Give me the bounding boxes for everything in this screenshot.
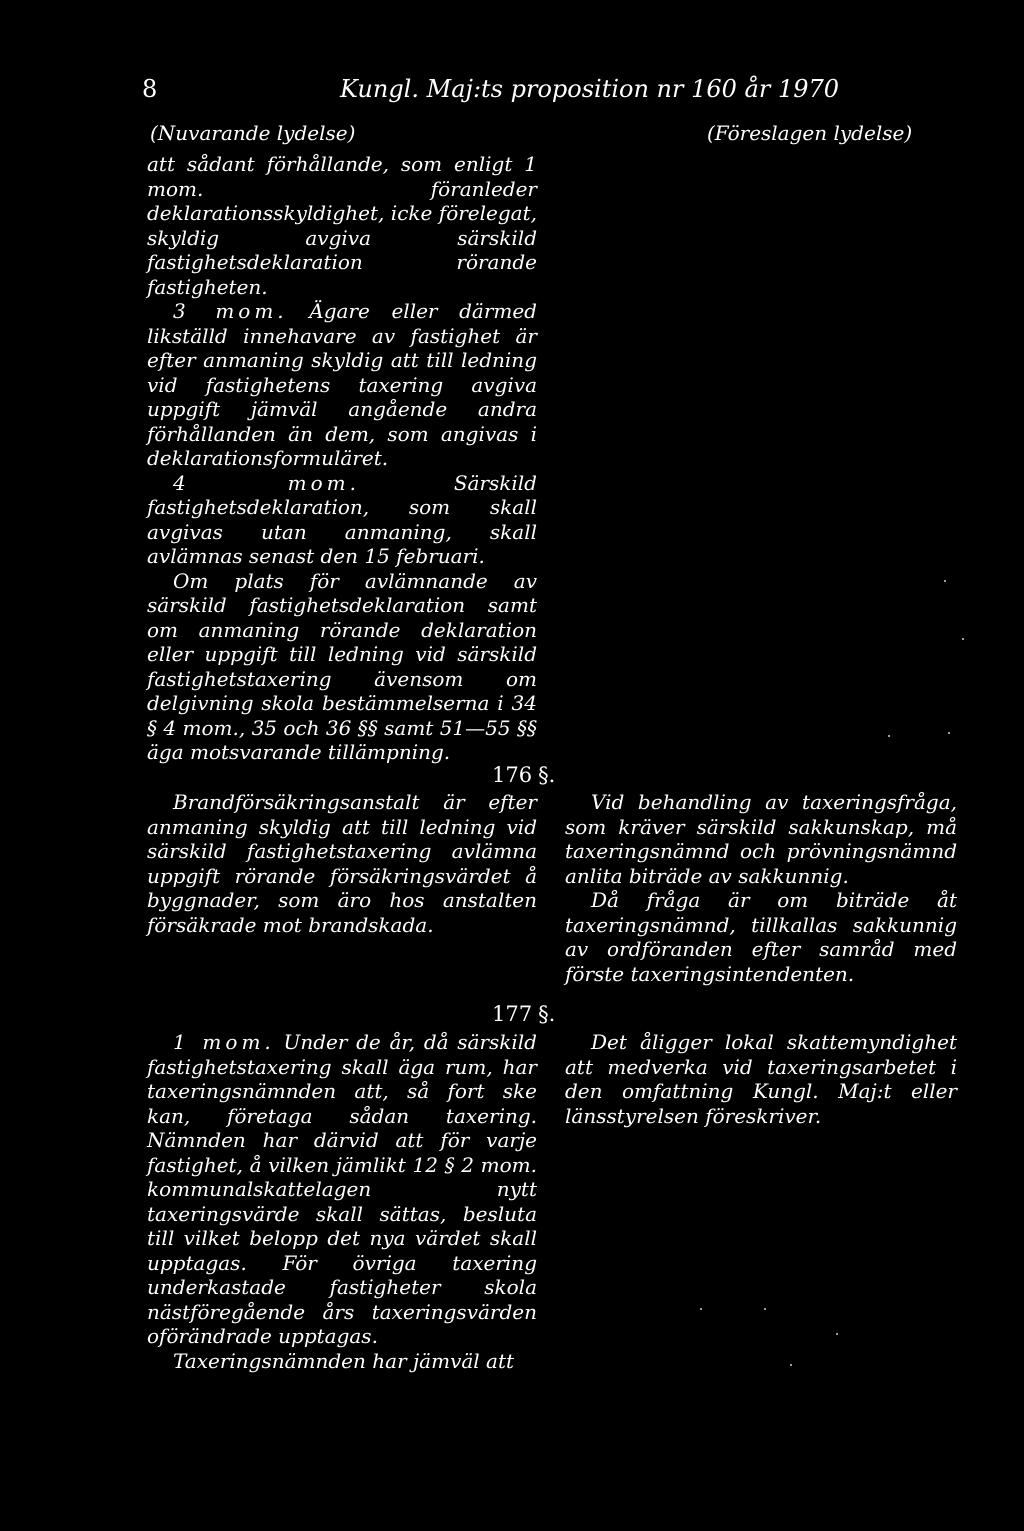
mom-label: 1 mom. xyxy=(173,1030,275,1054)
section-177-proposed-text xyxy=(565,1030,957,1128)
paragraph-continues: Taxeringsnämnden har jämväl att xyxy=(173,1348,515,1373)
scan-speck xyxy=(836,1333,838,1335)
scan-speck xyxy=(790,1364,792,1366)
scan-speck xyxy=(944,580,946,582)
section-176-proposed-text xyxy=(565,790,957,986)
scan-speck xyxy=(962,638,964,640)
paragraph-expert-assistance: Vid behandling av taxeringsfråga, som kräver särskild sakkunskap, må taxeringsnämnd och prövningsnämnd anlita biträde av sakkunnig. xyxy=(565,790,957,888)
section-175-current-text xyxy=(147,152,537,765)
section-number-176 xyxy=(492,762,555,788)
section-number: 177 xyxy=(492,1002,533,1026)
paragraph-appointment: Då fråga är om biträde åt taxeringsnämnd, tillkallas sakkunnig av ordföranden efter samråd med förste taxeringsintendenten. xyxy=(565,888,957,986)
section-number-177 xyxy=(492,1001,555,1027)
page-number: 8 xyxy=(142,75,158,103)
paragraph-fire-insurance: Brandförsäkringsanstalt är efter anmaning skyldig att till ledning vid särskild fastighetstaxering avlämna uppgift rörande försäkringsvärdet å byggnader, som äro hos anstalten försäkrade mot brandskada. xyxy=(147,790,537,937)
paragraph-text: Ägare eller därmed likställd innehavare av fastighet är efter anmaning skyldig att till ledning vid fastighetens taxering avgiva uppgift jämväl angående andra förhållanden än dem, som angivas i deklarationsformuläret. xyxy=(147,299,537,470)
scan-speck xyxy=(764,1308,766,1310)
section-176-current-text xyxy=(147,790,537,937)
paragraph-continued: att sådant förhållande, som enligt 1 mom. föranleder deklarationsskyldighet, icke förelegat, skyldig avgiva särskild fastighetsdeklaration rörande fastigheten. xyxy=(147,152,537,299)
column-heading-proposed: (Föreslagen lydelse) xyxy=(707,121,913,145)
paragraph-3-mom xyxy=(147,299,537,471)
section-177-current-text xyxy=(147,1030,537,1373)
section-number: 176 xyxy=(492,763,533,787)
paragraph-text: Särskild fastighetsdeklaration, som skall avgivas utan anmaning, skall avlämnas senast den 15 februari. xyxy=(147,470,537,568)
scan-speck xyxy=(948,732,950,734)
paragraph-delivery-rules: Om plats för avlämnande av särskild fastighetsdeklaration samt om anmaning rörande deklaration eller uppgift till ledning vid särskild fastighetstaxering ävensom om delgivning skola bestämmelserna i 34 § 4 mom., 35 och 36 §§ samt 51—55 §§ äga motsvarande tillämpning. xyxy=(147,568,537,764)
paragraph-4-mom xyxy=(147,471,537,569)
mom-label: 3 mom. xyxy=(173,299,288,323)
mom-label: 4 mom. xyxy=(173,470,360,495)
section-symbol: §. xyxy=(538,1002,556,1026)
scan-speck xyxy=(888,735,890,737)
running-head: Kungl. Maj:ts proposition nr 160 år 1970 xyxy=(340,75,840,103)
paragraph-1-mom xyxy=(147,1030,537,1349)
column-heading-current: (Nuvarande lydelse) xyxy=(150,121,356,145)
scan-speck xyxy=(700,1308,702,1310)
paragraph-local-authority: Det åligger lokal skattemyndighet att medverka vid taxeringsarbetet i den omfattning Kungl. Maj:t eller länsstyrelsen föreskriver. xyxy=(565,1030,957,1128)
section-symbol: §. xyxy=(538,763,556,787)
paragraph-text: Under de år, då särskild fastighetstaxering skall äga rum, har taxeringsnämnden att, så fort ske kan, företaga sådan taxering. Nämnden har därvid att för varje fastighet, å vilken jämlikt 12 § 2 mom. kommunalskattelagen nytt taxeringsvärde skall sättas, besluta till vilket belopp det nya värdet skall upptagas. För övriga taxering underkastade fastigheter skola nästföregående års taxeringsvärden oförändrade upptagas. xyxy=(147,1030,537,1348)
